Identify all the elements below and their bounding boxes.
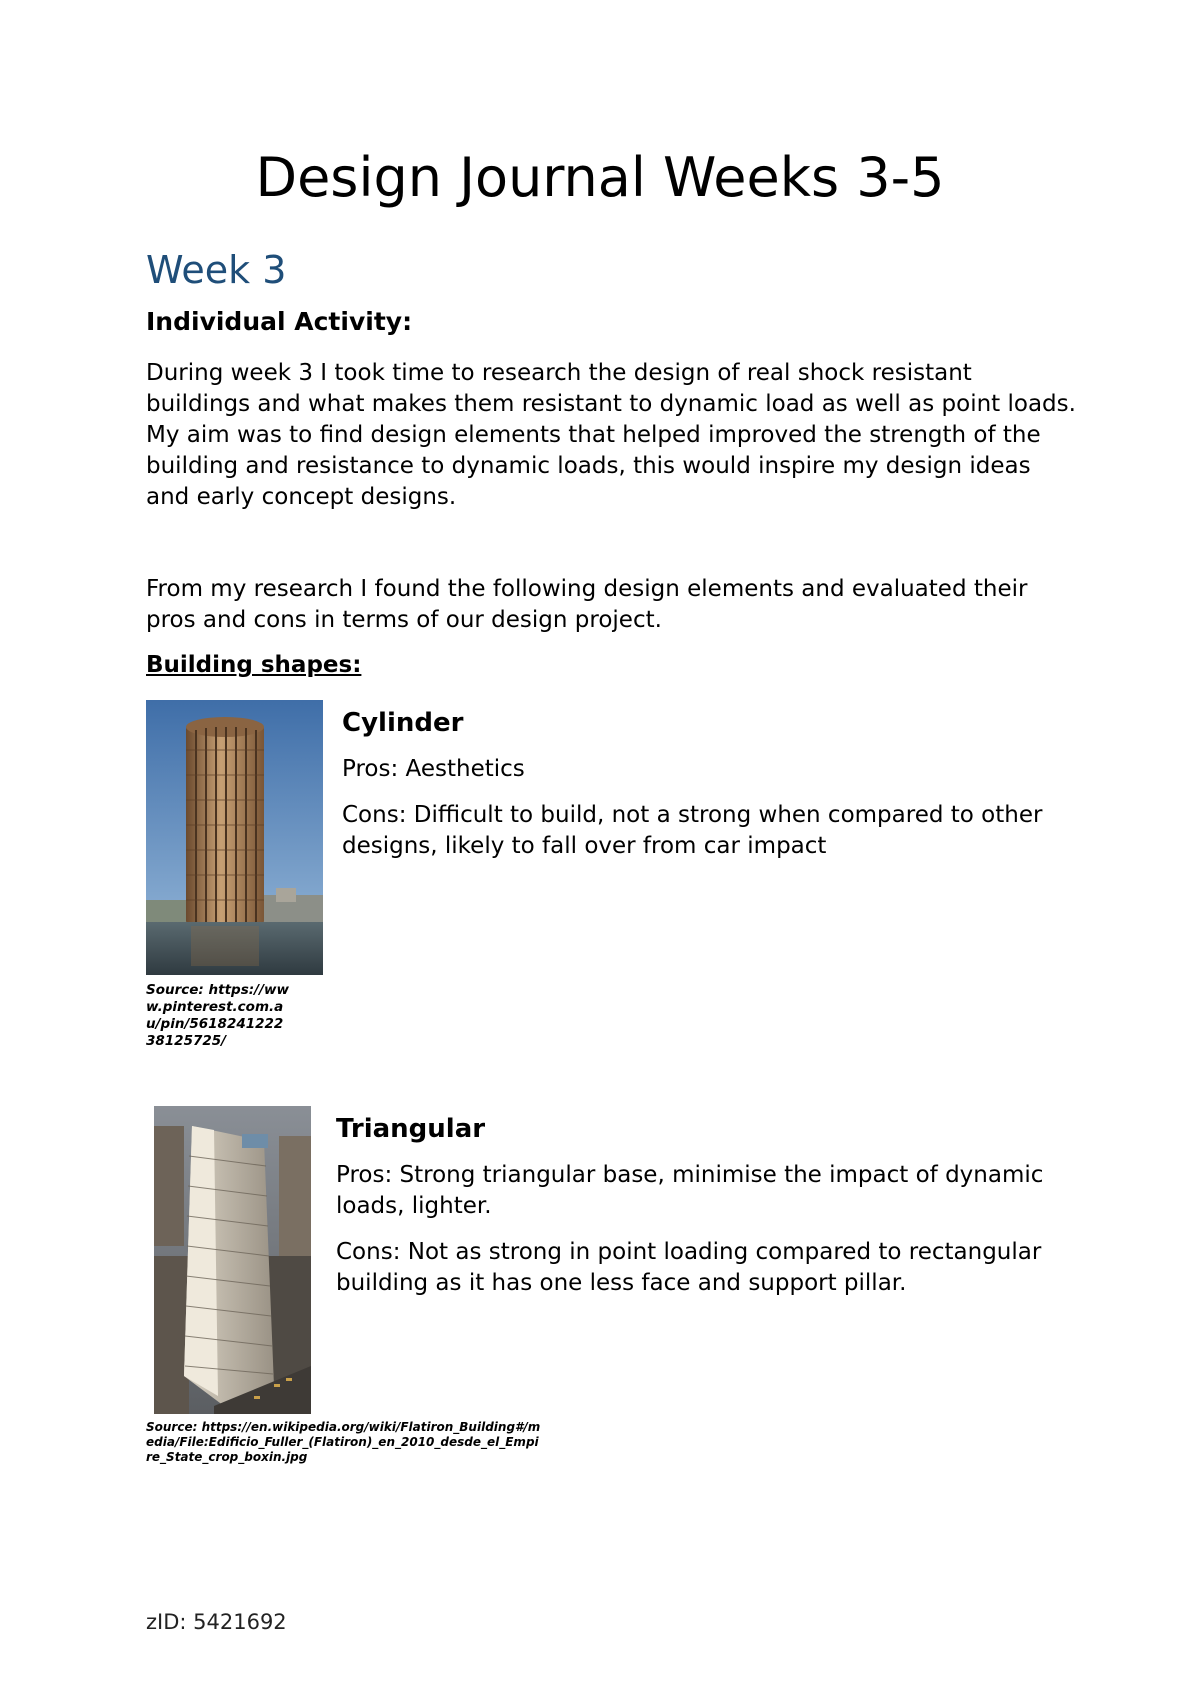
triangular-pros: Pros: Strong triangular base, minimise the impact of dynamic loads, lighter.: [336, 1162, 1044, 1219]
triangular-building-photo: [154, 1106, 311, 1414]
cylinder-pros: Pros: Aesthetics: [342, 756, 525, 782]
footer-zid: zID: 5421692: [146, 1610, 287, 1634]
cylinder-source: Source: https://www.pinterest.com.au/pin/561824122238125725/: [146, 982, 289, 1049]
week-heading: Week 3: [146, 248, 287, 292]
triangular-source: Source: https://en.wikipedia.org/wiki/Flatiron_Building#/media/File:Edificio_Fuller_(Flatiron)_en_2010_desde_el_Empire_State_crop_boxin.jpg: [146, 1420, 541, 1464]
cylinder-building-photo: [146, 700, 323, 975]
page-title: Design Journal Weeks 3-5: [255, 146, 945, 209]
cylinder-title: Cylinder: [342, 708, 464, 738]
shapes-heading: Building shapes:: [146, 652, 362, 678]
research-paragraph: From my research I found the following design elements and evaluated their pros and cons in terms of our design project.: [146, 576, 1028, 633]
intro-paragraph: During week 3 I took time to research the design of real shock resistant buildings and what makes them resistant to dynamic load as well as point loads. My aim was to find design elements that helped improved the strength of the building and resistance to dynamic loads, this would inspire my design ideas and early concept designs.: [146, 360, 1076, 510]
triangular-title: Triangular: [336, 1114, 486, 1144]
activity-heading: Individual Activity:: [146, 307, 413, 336]
triangular-cons: Cons: Not as strong in point loading compared to rectangular building as it has one less face and support pillar.: [336, 1239, 1042, 1296]
cylinder-cons: Cons: Difficult to build, not a strong when compared to other designs, likely to fall over from car impact: [342, 802, 1043, 859]
